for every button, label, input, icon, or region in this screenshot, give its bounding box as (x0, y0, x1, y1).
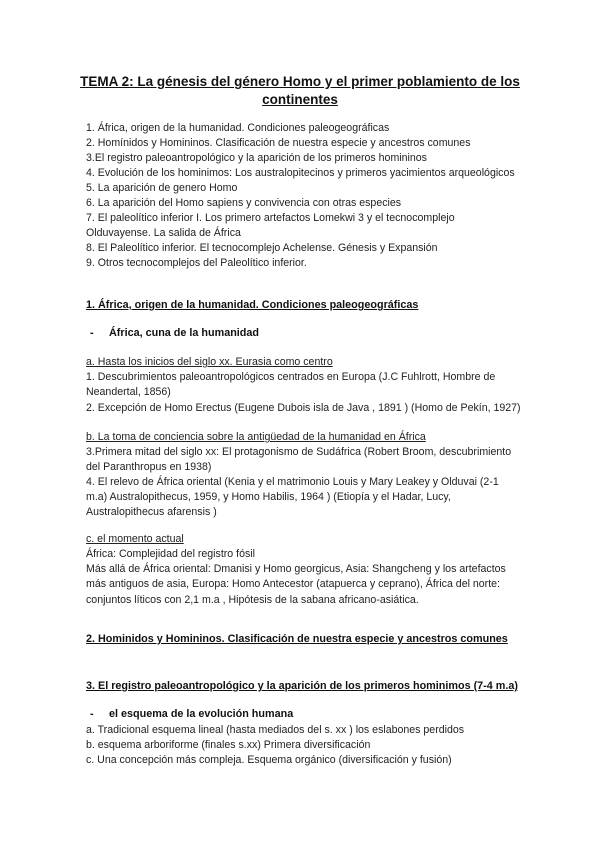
text-line: Australopithecus afarensis ) (86, 506, 217, 518)
bullet-dash: - (90, 708, 94, 720)
text-line: a. Tradicional esquema lineal (hasta mediados del s. xx ) los eslabones perdidos (86, 724, 465, 736)
text-line: África: Complejidad del registro fósil (86, 548, 255, 560)
subheading-b: b. La toma de conciencia sobre la antigüedad de la humanidad en África (86, 431, 426, 443)
bullet-dash: - (90, 327, 94, 339)
text-line: c. Una concepción más compleja. Esquema orgánico (diversificación y fusión) (86, 754, 452, 766)
toc-item: 7. El paleolítico inferior I. Los primero artefactos Lomekwi 3 y el tecnocomplejo (86, 212, 455, 224)
toc-item: 3.El registro paleoantropológico y la aparición de los primeros homininos (86, 152, 427, 164)
text-line: conjuntos líticos con 2,1 m.a , Hipótesis de la sabana africano-asiática. (86, 594, 419, 606)
toc-item: 5. La aparición de genero Homo (86, 182, 238, 194)
text-line: 1. Descubrimientos paleoantropológicos centrados en Europa (J.C Fuhlrott, Hombre de (86, 371, 496, 383)
text-line: 4. El relevo de África oriental (Kenia y el matrimonio Louis y Mary Leakey y Olduvai (2-1 (86, 476, 499, 488)
toc-item: 2. Homínidos y Homininos. Clasificación de nuestra especie y ancestros comunes (86, 137, 471, 149)
subheading-c: c. el momento actual (86, 533, 184, 545)
text-line: 3.Primera mitad del siglo xx: El protagonismo de Sudáfrica (Robert Broom, descubrimiento (86, 446, 512, 458)
title-line-1: TEMA 2: La génesis del género Homo y el primer poblamiento de los (80, 74, 520, 89)
section-3-heading: 3. El registro paleoantropológico y la aparición de los primeros hominimos (7-4 m.a) (86, 680, 518, 692)
toc-item: 6. La aparición del Homo sapiens y convivencia con otras especies (86, 197, 402, 209)
toc-item: 9. Otros tecnocomplejos del Paleolítico inferior. (86, 257, 307, 269)
section-3-bullet: el esquema de la evolución humana (109, 708, 294, 720)
toc-item: 4. Evolución de los hominimos: Los australopitecinos y primeros yacimientos arqueológicos (86, 167, 515, 179)
text-line: b. esquema arboriforme (finales s.xx) Primera diversificación (86, 739, 371, 751)
text-line: Más allá de África oriental: Dmanisi y Homo georgicus, Asia: Shangcheng y los artefactos (86, 563, 506, 575)
section-2-heading: 2. Hominidos y Homininos. Clasificación de nuestra especie y ancestros comunes (86, 633, 508, 645)
text-line: del Paranthropus en 1938) (86, 461, 212, 473)
text-line: m.a) Australopithecus, 1959, y Homo Habilis, 1964 ) (Etiopía y el Hadar, Lucy, (86, 491, 451, 503)
section-1-bullet: África, cuna de la humanidad (109, 327, 259, 339)
section-1-heading: 1. África, origen de la humanidad. Condiciones paleogeográficas (86, 299, 419, 311)
text-line: Neandertal, 1856) (86, 386, 171, 398)
text-line: más antiguos de asia, Europa: Homo Antecestor (atapuerca y ceprano), África del norte: (86, 578, 500, 590)
subheading-a: a. Hasta los inicios del siglo xx. Eurasia como centro (86, 356, 333, 368)
toc-item: 8. El Paleolítico inferior. El tecnocomplejo Achelense. Génesis y Expansión (86, 242, 438, 254)
toc-item: 1. África, origen de la humanidad. Condiciones paleogeográficas (86, 122, 390, 134)
toc-item: Olduvayense. La salida de África (86, 227, 241, 239)
text-line: 2. Excepción de Homo Erectus (Eugene Dubois isla de Java , 1891 ) (Homo de Pekín, 1927) (86, 402, 521, 414)
title-line-2: continentes (262, 92, 338, 107)
